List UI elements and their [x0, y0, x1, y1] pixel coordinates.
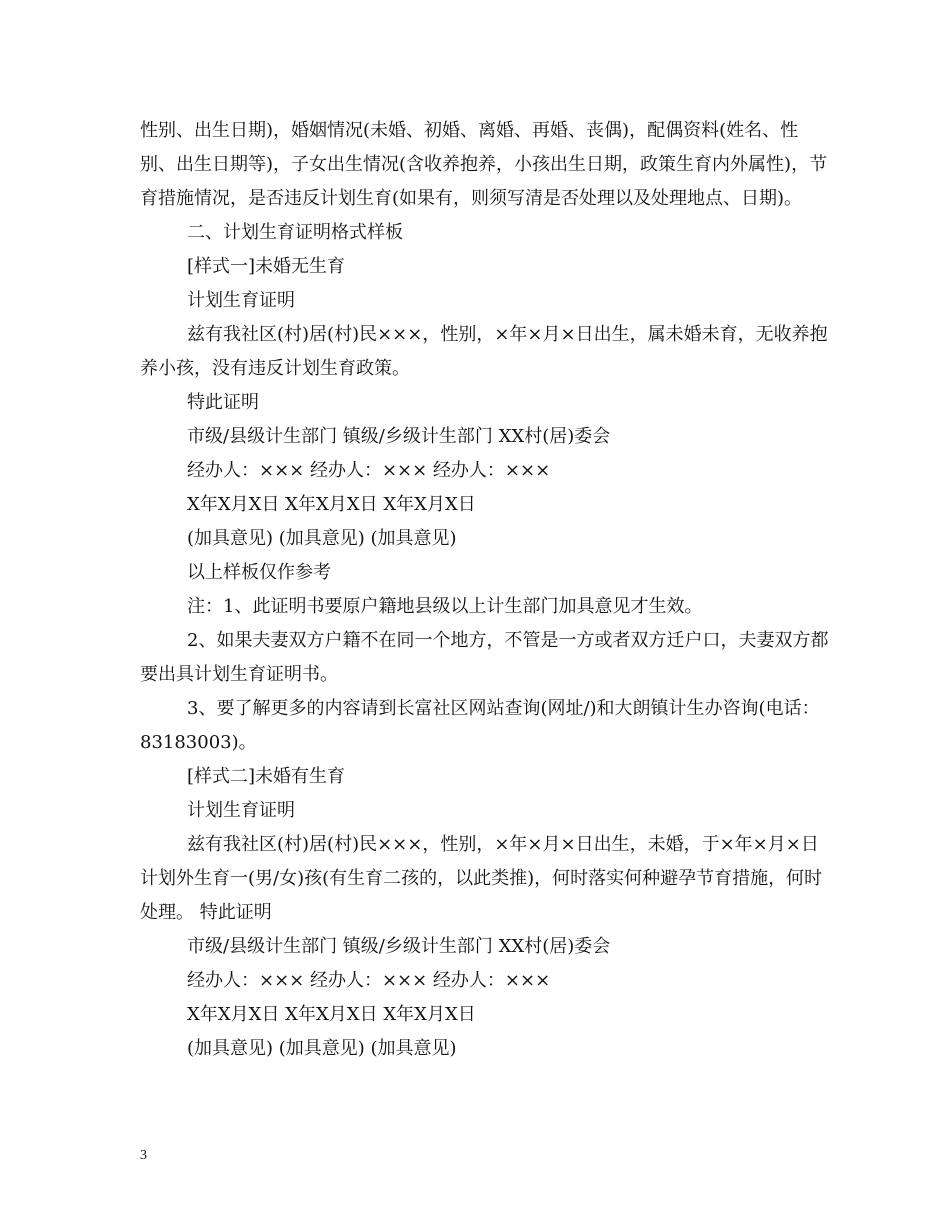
paragraph: 性别、出生日期)，婚姻情况(未婚、初婚、离婚、再婚、丧偶)，配偶资料(姓名、性别、出生日期等)，子女出生情况(含收养抱养，小孩出生日期，政策生育内外属性)，节育措施情况，是否违反计划生育(如果有，则须写清是否处理以及处理地点、日期)。 — [140, 120, 828, 209]
document-body — [140, 114, 830, 1066]
paragraph: 经办人：××× 经办人：××× 经办人：××× — [187, 970, 551, 991]
paragraph: [样式二]未婚有生育 — [187, 766, 346, 787]
paragraph: 以上样板仅作参考 — [187, 562, 331, 583]
paragraph: 二、计划生育证明格式样板 — [187, 222, 403, 243]
paragraph: 特此证明 — [187, 392, 259, 413]
paragraph: (加具意见) (加具意见) (加具意见) — [187, 528, 457, 549]
paragraph: X年X月X日 X年X月X日 X年X月X日 — [187, 494, 476, 515]
paragraph: 市级/县级计生部门 镇级/乡级计生部门 XX村(居)委会 — [187, 426, 611, 447]
paragraph: 市级/县级计生部门 镇级/乡级计生部门 XX村(居)委会 — [187, 936, 611, 957]
paragraph: 3、要了解更多的内容请到长富社区网站查询(网址/)和大朗镇计生办咨询(电话：83183003)。 — [140, 698, 820, 753]
paragraph: (加具意见) (加具意见) (加具意见) — [187, 1038, 457, 1059]
paragraph: X年X月X日 X年X月X日 X年X月X日 — [187, 1004, 476, 1025]
paragraph: 经办人：××× 经办人：××× 经办人：××× — [187, 460, 551, 481]
paragraph: [样式一]未婚无生育 — [187, 256, 346, 277]
paragraph: 兹有我社区(村)居(村)民×××，性别，×年×月×日出生，未婚，于×年×月×日计划外生育一(男/女)孩(有生育二孩的，以此类推)，何时落实何种避孕节育措施，何时处理。 特此证明 — [140, 834, 823, 923]
paragraph: 兹有我社区(村)居(村)民×××，性别，×年×月×日出生，属未婚未育，无收养抱养小孩，没有违反计划生育政策。 — [140, 324, 828, 379]
paragraph: 2、如果夫妻双方户籍不在同一个地方，不管是一方或者双方迁户口，夫妻双方都要出具计划生育证明书。 — [140, 630, 829, 685]
paragraph: 计划生育证明 — [187, 800, 295, 821]
page-number: 3 — [140, 1148, 147, 1163]
paragraph: 注：1、此证明书要原户籍地县级以上计生部门加具意见才生效。 — [187, 596, 703, 617]
paragraph: 计划生育证明 — [187, 290, 295, 311]
